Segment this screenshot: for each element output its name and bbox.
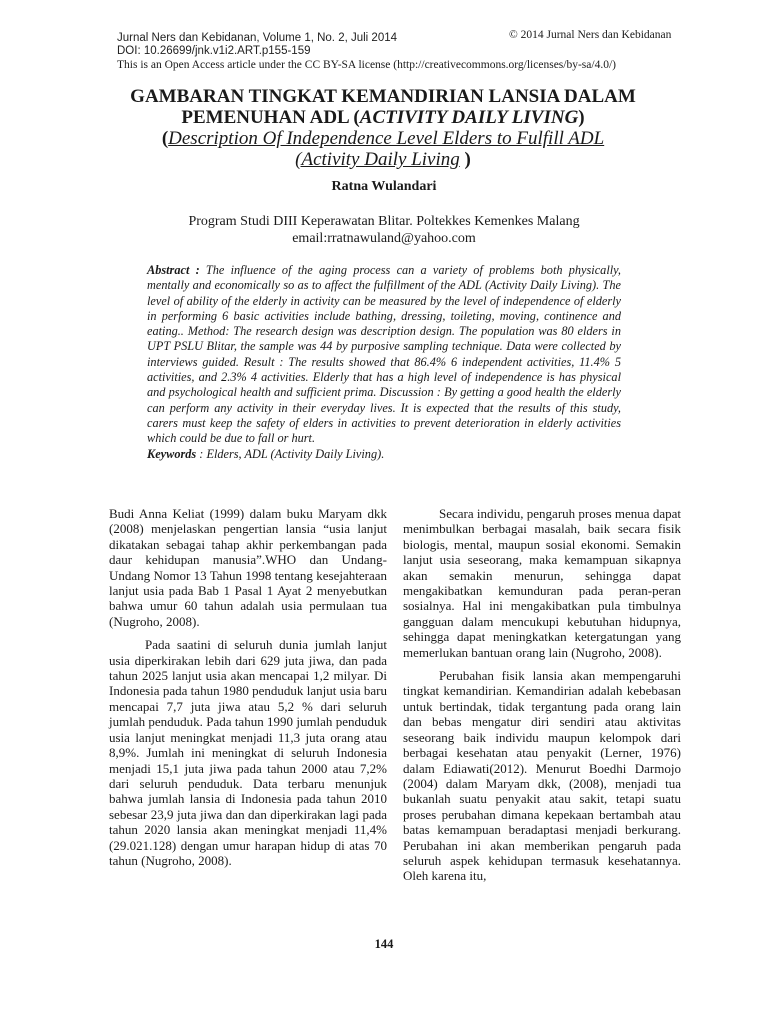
title-line-2-prefix: PEMENUHAN ADL ( <box>181 107 360 128</box>
journal-citation: Jurnal Ners dan Kebidanan, Volume 1, No. 2, Juli 2014 <box>117 32 398 44</box>
subtitle-line-1-text: Description Of Independence Level Elders to Fulfill ADL <box>168 128 605 149</box>
keywords-text: : Elders, ADL (Activity Daily Living). <box>196 446 385 461</box>
abstract <box>147 263 621 462</box>
body-paragraph: Secara individu, pengaruh proses menua dapat menimbulkan berbagai masalah, baik secara fisik biologis, mental, maupun sosial ekonomi. Semakin lanjut usia seseorang, maka kemampuan sikapnya akan semakin menurun, sehingga dapat mengakibatkan kemunduran pada peran-peran sosialnya. Hal ini mengakibatkan pula timbulnya gangguan dalam mencukupi kebutuhan hidupnya, sehingga dapat meningkatkan ketergatungan yang memerlukan bantuan orang lain (Nugroho, 2008). <box>403 506 681 660</box>
author-name: Ratna Wulandari <box>331 179 437 194</box>
body-column-right <box>403 506 681 892</box>
subtitle-close-paren: ) <box>459 149 471 170</box>
page-number: 144 <box>374 937 394 951</box>
abstract-label: Abstract : <box>147 263 200 277</box>
keywords <box>147 447 621 462</box>
doi-link[interactable]: DOI: 10.26699/jnk.v1i2.ART.p155-159 <box>117 45 311 57</box>
body-paragraph: Perubahan fisik lansia akan mempengaruhi tingkat kemandirian. Kemandirian adalah kebebasan untuk bertindak, tidak tergantung pada orang lain dan bebas mengatur diri sendiri atau aktivitas seseorang baik individu maupun kelompok dari berbagai kesehatan atau penyakit (Lerner, 1976) dalam Ediawati(2012). Menurut Boedhi Darmojo (2004) dalam Maryam dkk, (2008), menjadi tua bukanlah suatu penyakit atau sakit, tetapi suatu proses perubahan dimana kepekaan bertambah atau batas kemampuan beradaptasi menjadi berkurang. Perubahan ini akan memberikan pengaruh pada seluruh aspek kehidupan termasuk kesehatannya. Oleh karena itu, <box>403 668 681 884</box>
affiliation-institution: Program Studi DIII Keperawatan Blitar. Poltekkes Kemenkes Malang <box>188 214 580 229</box>
title-line-2-italic: ACTIVITY DAILY LIVING <box>359 107 579 128</box>
body-paragraph: Pada saatini di seluruh dunia jumlah lanjut usia diperkirakan lebih dari 629 juta jiwa, dan pada tahun 2025 lanjut usia akan mencapai 1,2 milyar. Di Indonesia pada tahun 1980 penduduk lanjut usia baru mencapai 7,7 juta jiwa atau 5,2 % dari seluruh jumlah penduduk. Pada tahun 1990 jumlah penduduk usia lanjut meningkat menjadi 11,3 juta orang atau 8,9%. Jumlah ini meningkat di seluruh Indonesia menjadi 15,1 juta jiwa pada tahun 2000 atau 7,2% dari seluruh penduduk. Data terbaru menunjuk bahwa jumlah lansia di Indonesia pada tahun 2010 sebesar 23,9 juta jiwa dan dan diperkirakan lagi pada tahun 2020 lansia akan meningkat menjadi 11,4% (29.021.128) dengan umur harapan hidup di atas 70 tahun (Nugroho, 2008). <box>109 637 387 868</box>
abstract-text: The influence of the aging process can a variety of problems both physically, mentally and economically so as to affect the fulfillment of the ADL (Activity Daily Living). The level of ability of the elderly in activity can be measured by the level of independence of elderly in performing 6 basic activities include bathing, dressing, toileting, moving, continence and eating.. Method: The research design was description design. The population was 80 elders in UPT PSLU Blitar, the sample was 44 by purposive sampling technique. Data were collected by interviews guided. Result : The results showed that 86.4% 6 independent activities, 11.4% 5 activities, and 2.3% 4 activities. Elderly that has a high level of independence is has physical and psychological health and sufficient prima. Discussion : By getting a good health the elderly can perform any activity in their everyday lives. It is expected that the results of this study, carers must keep the safety of elders in activities to prevent deterioration in elderly activities which could be due to fall or hurt. <box>147 263 622 446</box>
license-notice[interactable]: This is an Open Access article under the CC BY-SA license (http://creativecommons.org/licenses/by-sa/4.0/) <box>117 59 616 71</box>
subtitle-line-2-text: (Activity Daily Living <box>295 149 460 170</box>
title-line-1: GAMBARAN TINGKAT KEMANDIRIAN LANSIA DALAM <box>130 86 636 107</box>
title-line-2 <box>95 107 671 128</box>
author-email[interactable]: email:rratnawuland@yahoo.com <box>292 231 476 246</box>
body-column-left <box>109 506 387 876</box>
affiliation <box>0 213 768 247</box>
title-line-2-suffix: ) <box>578 107 585 128</box>
subtitle-open-paren: ( <box>161 128 169 149</box>
subtitle-line-2 <box>95 149 671 170</box>
keywords-label: Keywords <box>147 446 197 461</box>
copyright-notice: © 2014 Jurnal Ners dan Kebidanan <box>509 29 672 41</box>
body-paragraph: Budi Anna Keliat (1999) dalam buku Maryam dkk (2008) menjelaskan pengertian lansia “usia lanjut dikatakan sebagai tahap akhir perkembangan pada daur kehidupan manusia”.WHO dan Undang-Undang Nomor 13 Tahun 1998 tentang kesejahteraan lanjut usia pada Bab 1 Pasal 1 Ayat 2 menyebutkan bahwa umur 60 tahun adalah usia permulaan tua (Nugroho, 2008). <box>109 506 387 629</box>
paper-title <box>95 86 671 170</box>
english-subtitle <box>95 128 671 170</box>
subtitle-line-1 <box>95 128 671 149</box>
